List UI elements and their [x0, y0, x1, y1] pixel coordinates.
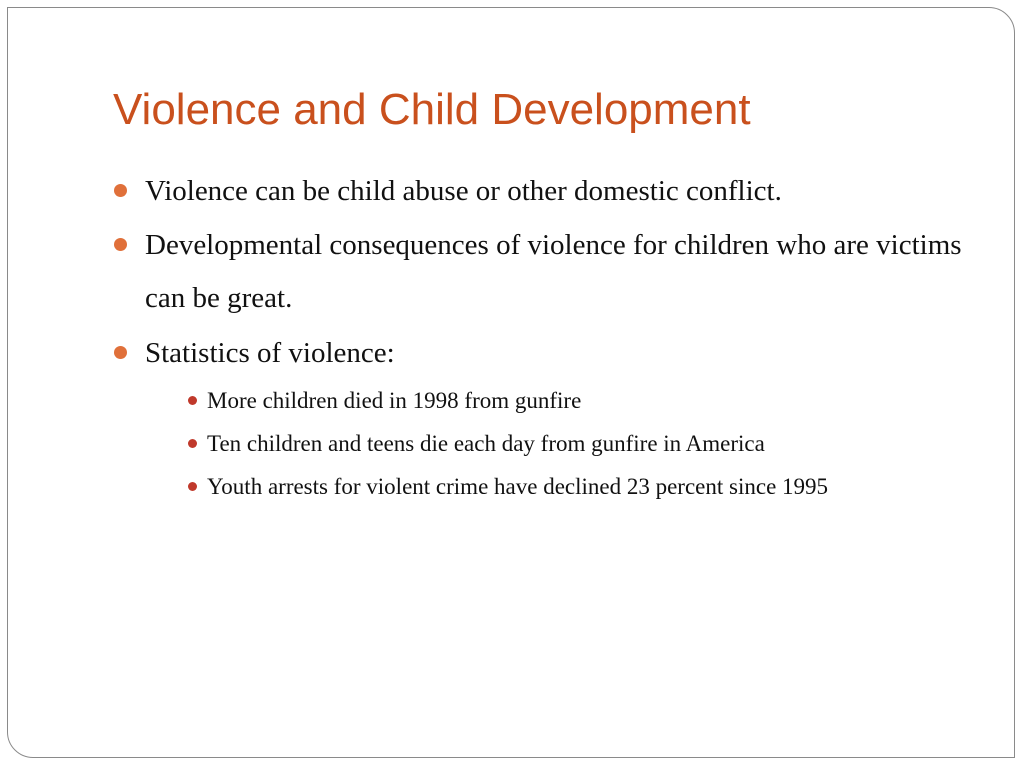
sub-bullet-dot-icon	[188, 482, 197, 491]
bullet-item	[113, 219, 963, 325]
sub-bullet-item	[175, 422, 963, 465]
bullet-text: Violence can be child abuse or other domestic conflict.	[145, 175, 782, 207]
slide-title: Violence and Child Development	[113, 85, 751, 134]
bullet-item	[113, 327, 963, 508]
sub-bullet-item	[175, 465, 963, 508]
bullet-text: Developmental consequences of violence for children who are victims can be great.	[145, 229, 962, 314]
sub-bullet-text: Ten children and teens die each day from gunfire in America	[207, 431, 765, 456]
sub-bullet-dot-icon	[188, 396, 197, 405]
sub-bullet-text: More children died in 1998 from gunfire	[207, 388, 582, 413]
bullet-dot-icon	[114, 346, 127, 359]
bullet-item	[113, 165, 963, 217]
bullet-text: Statistics of violence:	[145, 337, 395, 369]
bullet-dot-icon	[114, 238, 127, 251]
sub-bullet-text: Youth arrests for violent crime have declined 23 percent since 1995	[207, 474, 829, 499]
bullet-list	[113, 165, 963, 510]
bullet-dot-icon	[114, 184, 127, 197]
sub-bullet-list	[145, 379, 963, 508]
sub-bullet-item	[175, 379, 963, 422]
sub-bullet-dot-icon	[188, 439, 197, 448]
